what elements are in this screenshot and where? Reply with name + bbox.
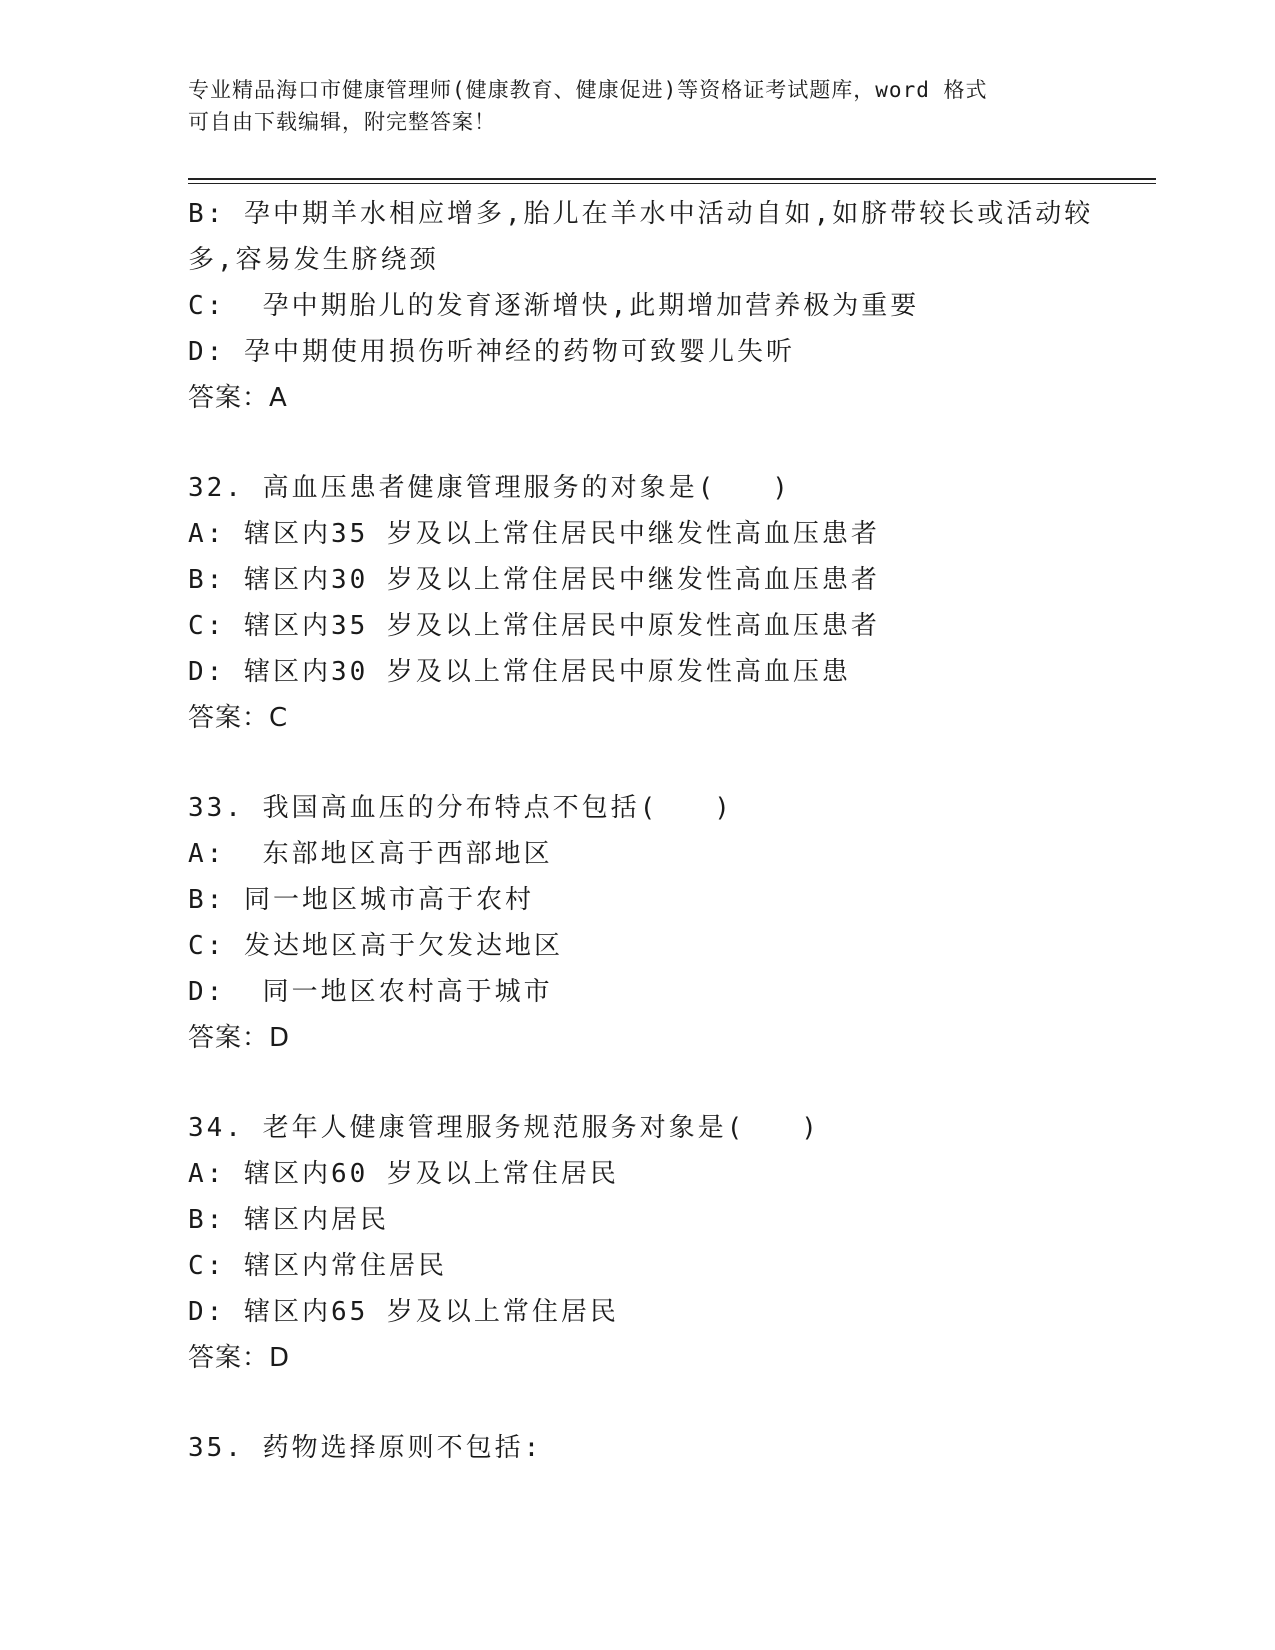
question-stem: 34. 老年人健康管理服务规范服务对象是( ) bbox=[188, 1113, 820, 1143]
option-d: D: 辖区内30 岁及以上常住居民中原发性高血压患 bbox=[188, 657, 851, 687]
question-stem: 32. 高血压患者健康管理服务的对象是( ) bbox=[188, 473, 791, 503]
answer: 答案：D bbox=[188, 1343, 291, 1373]
option-c: C: 发达地区高于欠发达地区 bbox=[188, 931, 563, 961]
option-b-continued: 多,容易发生脐绕颈 bbox=[188, 245, 439, 275]
question-stem: 35. 药物选择原则不包括: bbox=[188, 1433, 543, 1463]
header-divider-thin bbox=[188, 183, 1156, 184]
document-header bbox=[188, 74, 1088, 138]
answer: 答案：A bbox=[188, 383, 288, 413]
header-line-1: 专业精品海口市健康管理师(健康教育、健康促进)等资格证考试题库，word 格式 bbox=[188, 78, 988, 102]
question-35 bbox=[188, 1425, 1148, 1471]
question-33 bbox=[188, 785, 1148, 1061]
option-c: C: 辖区内35 岁及以上常住居民中原发性高血压患者 bbox=[188, 611, 880, 641]
header-line-2: 可自由下载编辑，附完整答案！ bbox=[188, 110, 496, 134]
header-divider-thick bbox=[188, 178, 1156, 180]
option-c: C: 辖区内常住居民 bbox=[188, 1251, 447, 1281]
option-a: A: 东部地区高于西部地区 bbox=[188, 839, 553, 869]
option-a: A: 辖区内35 岁及以上常住居民中继发性高血压患者 bbox=[188, 519, 880, 549]
option-a: A: 辖区内60 岁及以上常住居民 bbox=[188, 1159, 619, 1189]
question-list bbox=[188, 191, 1148, 1471]
option-d: D: 孕中期使用损伤听神经的药物可致婴儿失听 bbox=[188, 337, 795, 367]
option-d: D: 同一地区农村高于城市 bbox=[188, 977, 553, 1007]
option-c: C: 孕中期胎儿的发育逐渐增快,此期增加营养极为重要 bbox=[188, 291, 920, 321]
option-b: B: 辖区内居民 bbox=[188, 1205, 389, 1235]
question-34 bbox=[188, 1105, 1148, 1381]
option-b: B: 同一地区城市高于农村 bbox=[188, 885, 534, 915]
answer: 答案：D bbox=[188, 1023, 291, 1053]
question-31 bbox=[188, 191, 1148, 421]
question-stem: 33. 我国高血压的分布特点不包括( ) bbox=[188, 793, 733, 823]
option-b: B: 辖区内30 岁及以上常住居民中继发性高血压患者 bbox=[188, 565, 880, 595]
answer: 答案：C bbox=[188, 703, 289, 733]
option-b: B: 孕中期羊水相应增多,胎儿在羊水中活动自如,如脐带较长或活动较 bbox=[188, 199, 1094, 229]
question-32 bbox=[188, 465, 1148, 741]
option-d: D: 辖区内65 岁及以上常住居民 bbox=[188, 1297, 619, 1327]
